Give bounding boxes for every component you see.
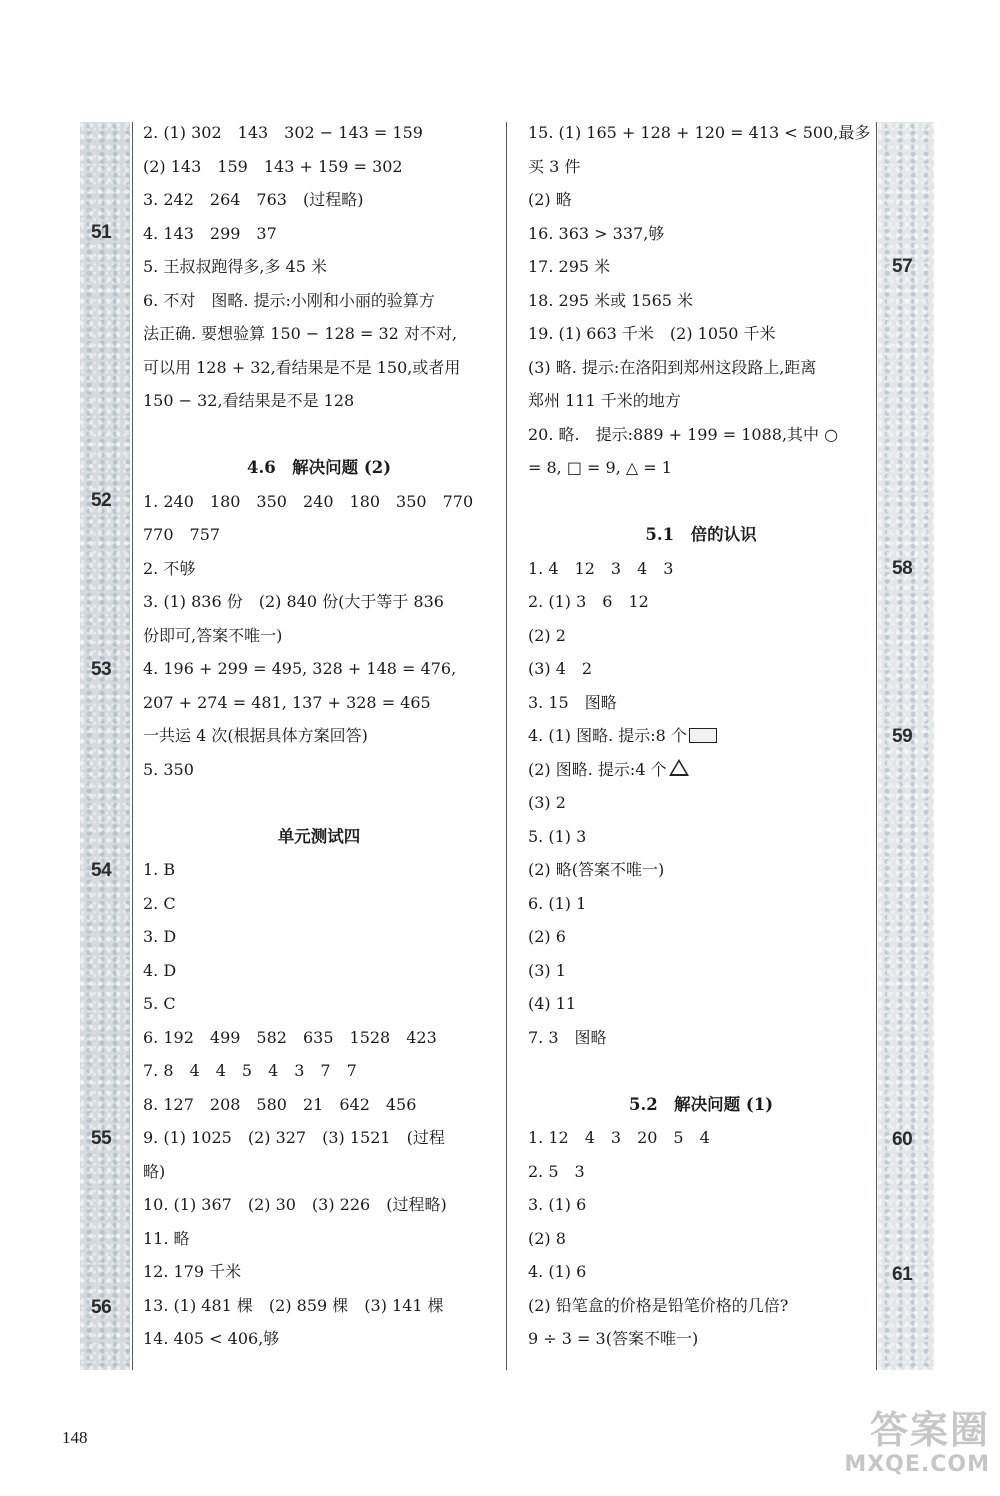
margin-page-number: 52 xyxy=(91,490,112,511)
page-number: 148 xyxy=(62,1428,88,1447)
answer-line: (4) 11 xyxy=(528,994,577,1013)
answer-line: (2) 2 xyxy=(528,625,566,645)
answer-line: 12. 179 千米 xyxy=(143,1262,242,1281)
answer-line: 2. (1) 3 6 12 xyxy=(528,592,649,611)
answer-line: 4. 196 + 299 = 495, 328 + 148 = 476, xyxy=(143,659,457,678)
right-divider xyxy=(876,122,877,1370)
margin-page-number: 59 xyxy=(892,726,913,747)
answer-line: 207 + 274 = 481, 137 + 328 = 465 xyxy=(143,692,431,712)
watermark-logo-text: 答案圈 xyxy=(869,1408,990,1452)
margin-page-number: 53 xyxy=(91,659,112,680)
answer-line: 15. (1) 165 + 128 + 120 = 413 < 500,最多 xyxy=(528,123,871,142)
margin-page-number: 56 xyxy=(91,1297,112,1318)
answer-line: 郑州 111 千米的地方 xyxy=(528,391,681,410)
answer-line: 6. (1) 1 xyxy=(528,893,587,913)
answer-line: 7. 3 图略 xyxy=(528,1027,607,1047)
answer-line: 19. (1) 663 千米 (2) 1050 千米 xyxy=(528,324,776,343)
answer-line: (2) 铅笔盒的价格是铅笔价格的几倍? xyxy=(528,1295,789,1315)
answer-line: (3) 略. 提示:在洛阳到郑州这段路上,距离 xyxy=(528,357,817,377)
section-heading: 单元测试四 xyxy=(277,826,361,846)
answer-line: 770 757 xyxy=(143,525,221,544)
answer-line: (2) 6 xyxy=(528,927,566,946)
answer-line-with-rect xyxy=(528,719,874,753)
answer-line: 2. 不够 xyxy=(143,558,196,578)
answer-line: 9. (1) 1025 (2) 327 (3) 1521 (过程 xyxy=(143,1128,445,1147)
answer-text: 4. (1) 图略. 提示:8 个 xyxy=(528,726,687,745)
answer-line: (3) 4 2 xyxy=(528,659,593,678)
answer-line: (3) 1 xyxy=(528,960,566,980)
answer-line: 10. (1) 367 (2) 30 (3) 226 (过程略) xyxy=(143,1195,447,1214)
answer-line: 一共运 4 次(根据具体方案回答) xyxy=(143,726,368,745)
answer-line: 8. 127 208 580 21 642 456 xyxy=(143,1094,417,1114)
right-answer-column xyxy=(528,116,874,1356)
rectangle-icon xyxy=(689,728,717,743)
answer-line: (3) 2 xyxy=(528,793,566,812)
answer-line: 5. 350 xyxy=(143,759,194,779)
section-heading: 4.6 解决问题 (2) xyxy=(246,458,392,477)
section-heading: 5.1 倍的认识 xyxy=(645,525,757,544)
answer-line: 18. 295 米或 1565 米 xyxy=(528,290,694,310)
answer-line: 6. 192 499 582 635 1528 423 xyxy=(143,1027,437,1047)
answer-line: (2) 略(答案不唯一) xyxy=(528,860,665,879)
answer-line: 可以用 128 + 32,看结果是不是 150,或者用 xyxy=(143,357,461,377)
answer-line: 份即可,答案不唯一) xyxy=(143,625,283,645)
left-margin-strip xyxy=(80,122,130,1370)
answer-line: 1. 240 180 350 240 180 350 770 xyxy=(143,491,474,511)
answer-line: 4. D xyxy=(143,960,177,980)
left-divider xyxy=(132,122,133,1370)
margin-page-number: 57 xyxy=(892,256,913,277)
answer-line: 1. 12 4 3 20 5 4 xyxy=(528,1128,710,1147)
answer-line: 1. B xyxy=(143,860,176,879)
center-divider xyxy=(506,122,507,1370)
answer-line: 2. (1) 302 143 302 − 143 = 159 xyxy=(143,123,423,142)
section-heading: 5.2 解决问题 (1) xyxy=(628,1094,774,1114)
answer-line: 13. (1) 481 棵 (2) 859 棵 (3) 141 棵 xyxy=(143,1295,444,1315)
margin-page-number: 58 xyxy=(892,558,913,579)
answer-line: (2) 8 xyxy=(528,1228,566,1248)
margin-page-number: 55 xyxy=(91,1128,112,1149)
answer-line: 5. C xyxy=(143,994,176,1013)
answer-line: 4. (1) 6 xyxy=(528,1262,587,1281)
answer-line: 3. (1) 836 份 (2) 840 份(大于等于 836 xyxy=(143,592,444,611)
answer-line: (2) 143 159 143 + 159 = 302 xyxy=(143,156,403,176)
margin-page-number: 51 xyxy=(91,222,112,243)
answer-line: 20. 略. 提示:889 + 199 = 1088,其中 ○ xyxy=(528,424,839,444)
answer-line: 2. 5 3 xyxy=(528,1161,585,1181)
answer-line: 3. (1) 6 xyxy=(528,1195,587,1214)
watermark-url: MXQE.COM xyxy=(844,1452,990,1477)
answer-line: 7. 8 4 4 5 4 3 7 7 xyxy=(143,1061,357,1080)
answer-line: 3. 242 264 763 (过程略) xyxy=(143,190,364,209)
watermark xyxy=(790,1408,990,1490)
answer-line: 14. 405 < 406,够 xyxy=(143,1329,280,1348)
answer-line: 4. 143 299 37 xyxy=(143,223,277,243)
answer-line: 3. D xyxy=(143,927,177,946)
answer-line: 3. 15 图略 xyxy=(528,692,617,712)
answer-line: 16. 363 > 337,够 xyxy=(528,223,665,243)
answer-line: 11. 略 xyxy=(143,1228,190,1248)
triangle-icon xyxy=(669,759,689,776)
answer-line: 2. C xyxy=(143,893,176,913)
answer-line: 150 − 32,看结果是不是 128 xyxy=(143,391,355,410)
left-answer-column xyxy=(143,116,495,1356)
answer-text: (2) 图略. 提示:4 个 xyxy=(528,759,667,779)
answer-line: (2) 略 xyxy=(528,190,572,209)
answer-line: 9 ÷ 3 = 3(答案不唯一) xyxy=(528,1329,699,1348)
answer-line-with-triangle xyxy=(528,753,874,787)
margin-page-number: 54 xyxy=(91,860,112,881)
answer-line: 6. 不对 图略. 提示:小刚和小丽的验算方 xyxy=(143,290,435,310)
answer-line: 买 3 件 xyxy=(528,156,581,176)
answer-line: = 8, □ = 9, △ = 1 xyxy=(528,458,672,477)
margin-page-number: 61 xyxy=(892,1264,913,1285)
margin-page-number: 60 xyxy=(892,1129,913,1150)
answer-line: 5. 王叔叔跑得多,多 45 米 xyxy=(143,257,327,276)
answer-line: 法正确. 要想验算 150 − 128 = 32 对不对, xyxy=(143,324,458,343)
answer-line: 1. 4 12 3 4 3 xyxy=(528,558,674,578)
answer-line: 17. 295 米 xyxy=(528,257,611,276)
answer-line: 5. (1) 3 xyxy=(528,826,587,846)
answer-line: 略) xyxy=(143,1161,166,1181)
